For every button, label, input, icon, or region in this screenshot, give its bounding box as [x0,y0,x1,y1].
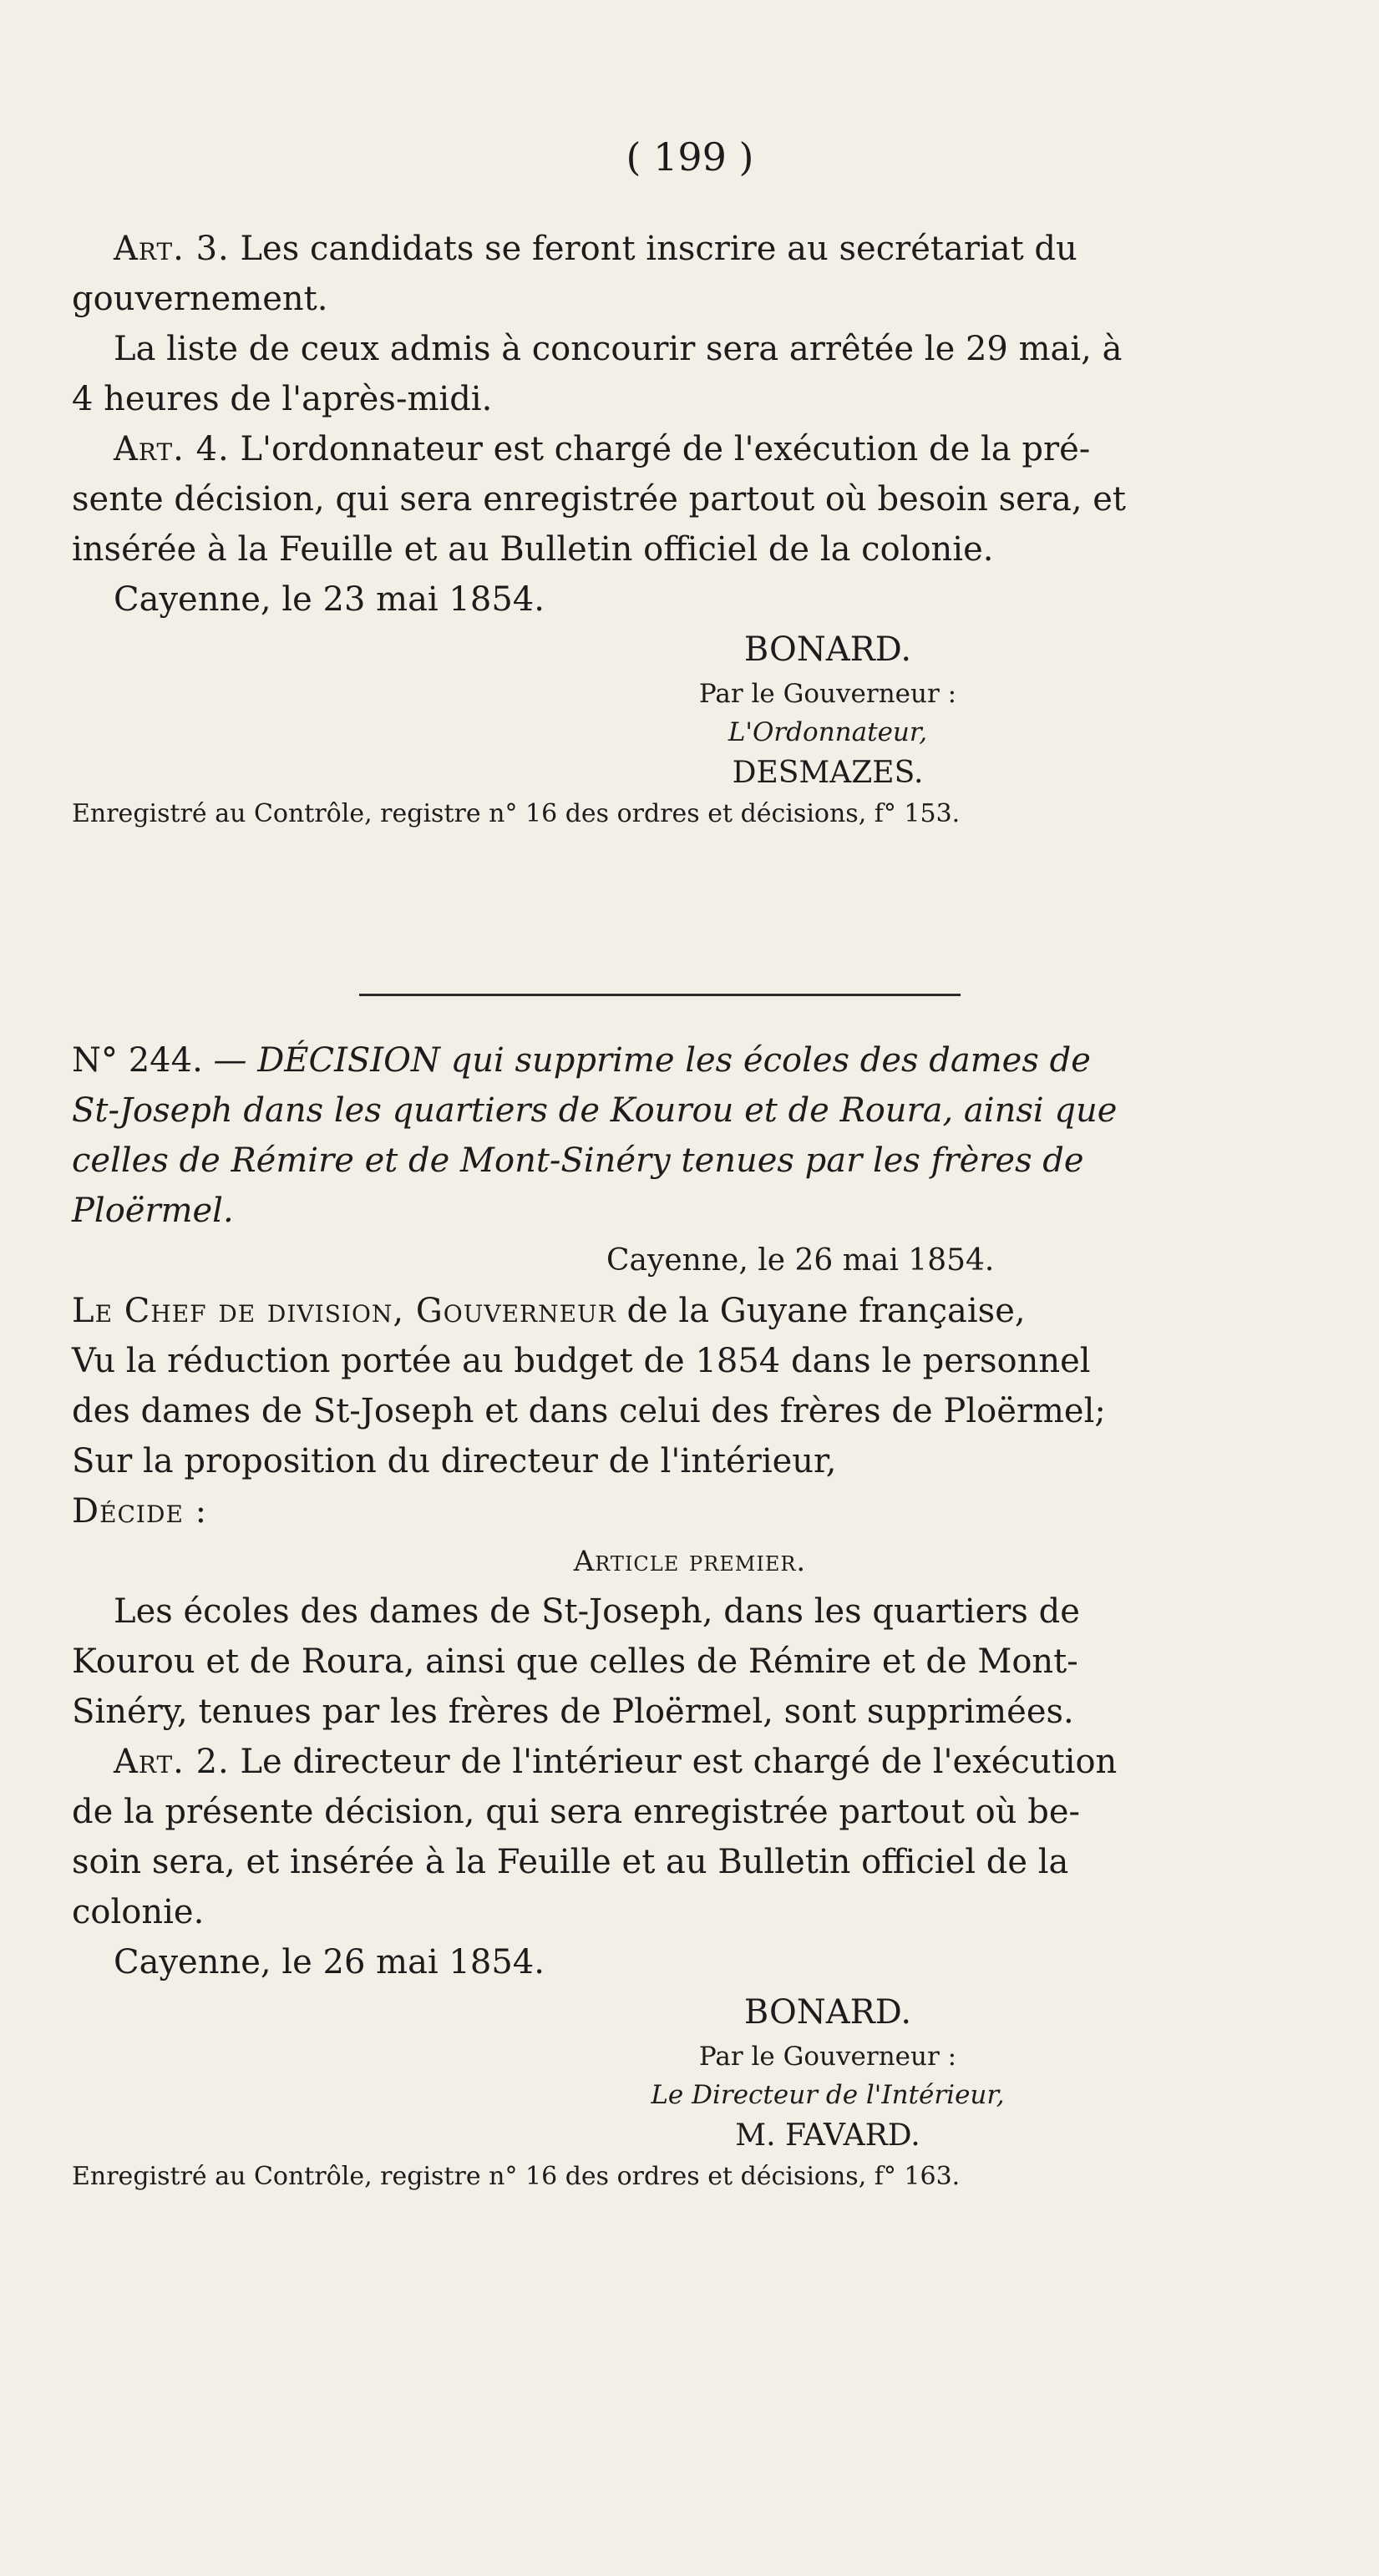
article-premier-heading: Article premier. [573,1545,807,1578]
date-line: Cayenne, le 23 mai 1854. [114,580,545,619]
page-number: ( 199 ) [626,134,754,180]
decision-243-tail: Art. 3. Les candidats se feront inscrire au secrétariat du gouvernement. La liste de ceux admis à concourir sera arrêtée le 29 mai, à 4 heures de l'après-midi. Art. 4. L'ordonnateur est chargé de l'exécution de la pré- sente décision, qui sera enregistrée partout où besoin sera, et insérée à la Feuille et au Bulletin officiel de la colonie. Cayenne, le 23 mai 1854. BONARD. Par le Gouverneur : L'Ordonnateur, DESMAZES. Enregistré au Contrôle, registre n° 16 des ordres et décisions, f° 153. [72,224,1308,833]
date-line-2: Cayenne, le 26 mai 1854. [114,1943,545,1981]
decision-244: N° 244. — DÉCISION qui supprime les écoles des dames de St-Joseph dans les quartiers de Kourou et de Roura, ainsi que celles de Rémire et de Mont-Sinéry tenues par les frères de Ploërmel. Cayenne, le 26 mai 1854. Le Chef de division, Gouverneur de la Guyane française, Vu la réduction portée au budget de 1854 dans le personnel des dames de St-Joseph et dans celui des frères de Ploërmel; Sur la proposition du directeur de l'intérieur, Décide : Article premier. Les écoles des dames de St-Joseph, dans les quartiers de Kourou et de Roura, ainsi que celles de Rémire et de Mont- Sinéry, tenues par les frères de Ploërmel, sont supprimées. Art. 2. Le directeur de l'intérieur est chargé de l'exécution de la présente décision, qui sera enregistrée partout où be- soin sera, et insérée à la Feuille et au Bulletin officiel de la colonie. Cayenne, le 26 mai 1854. BONARD. Par le Gouverneur : Le Directeur de l'Intérieur, M. FAVARD. Enregistré au Contrôle, registre n° 16 des ordres et décisions, f° 163. [72,1035,1308,2196]
art2-paragraph: Art. 2. Le directeur de l'intérieur est chargé de l'exécution [114,1743,1118,1781]
decide-label: Décide : [72,1492,208,1531]
signatory-name-2: M. FAVARD. [735,2118,920,2153]
registration-note: Enregistré au Contrôle, registre n° 16 des ordres et décisions, f° 153. [72,799,961,828]
decision-date: Cayenne, le 26 mai 1854. [606,1243,995,1278]
art4-paragraph: Art. 4. L'ordonnateur est chargé de l'exécution de la pré- [114,430,1091,468]
decision-title: N° 244. — DÉCISION qui supprime les écoles des dames de [72,1041,1091,1080]
art3-paragraph: Art. 3. Les candidats se feront inscrire au secrétariat du [114,230,1077,268]
section-divider [359,994,961,996]
signature: BONARD. [743,630,912,669]
signature-2: BONARD. [743,1993,912,2032]
chief-line: Le Chef de division, Gouverneur de la Guyane française, [72,1292,1026,1330]
registration-note-2: Enregistré au Contrôle, registre n° 16 des ordres et décisions, f° 163. [72,2162,961,2191]
signatory-name: DESMAZES. [732,756,924,790]
